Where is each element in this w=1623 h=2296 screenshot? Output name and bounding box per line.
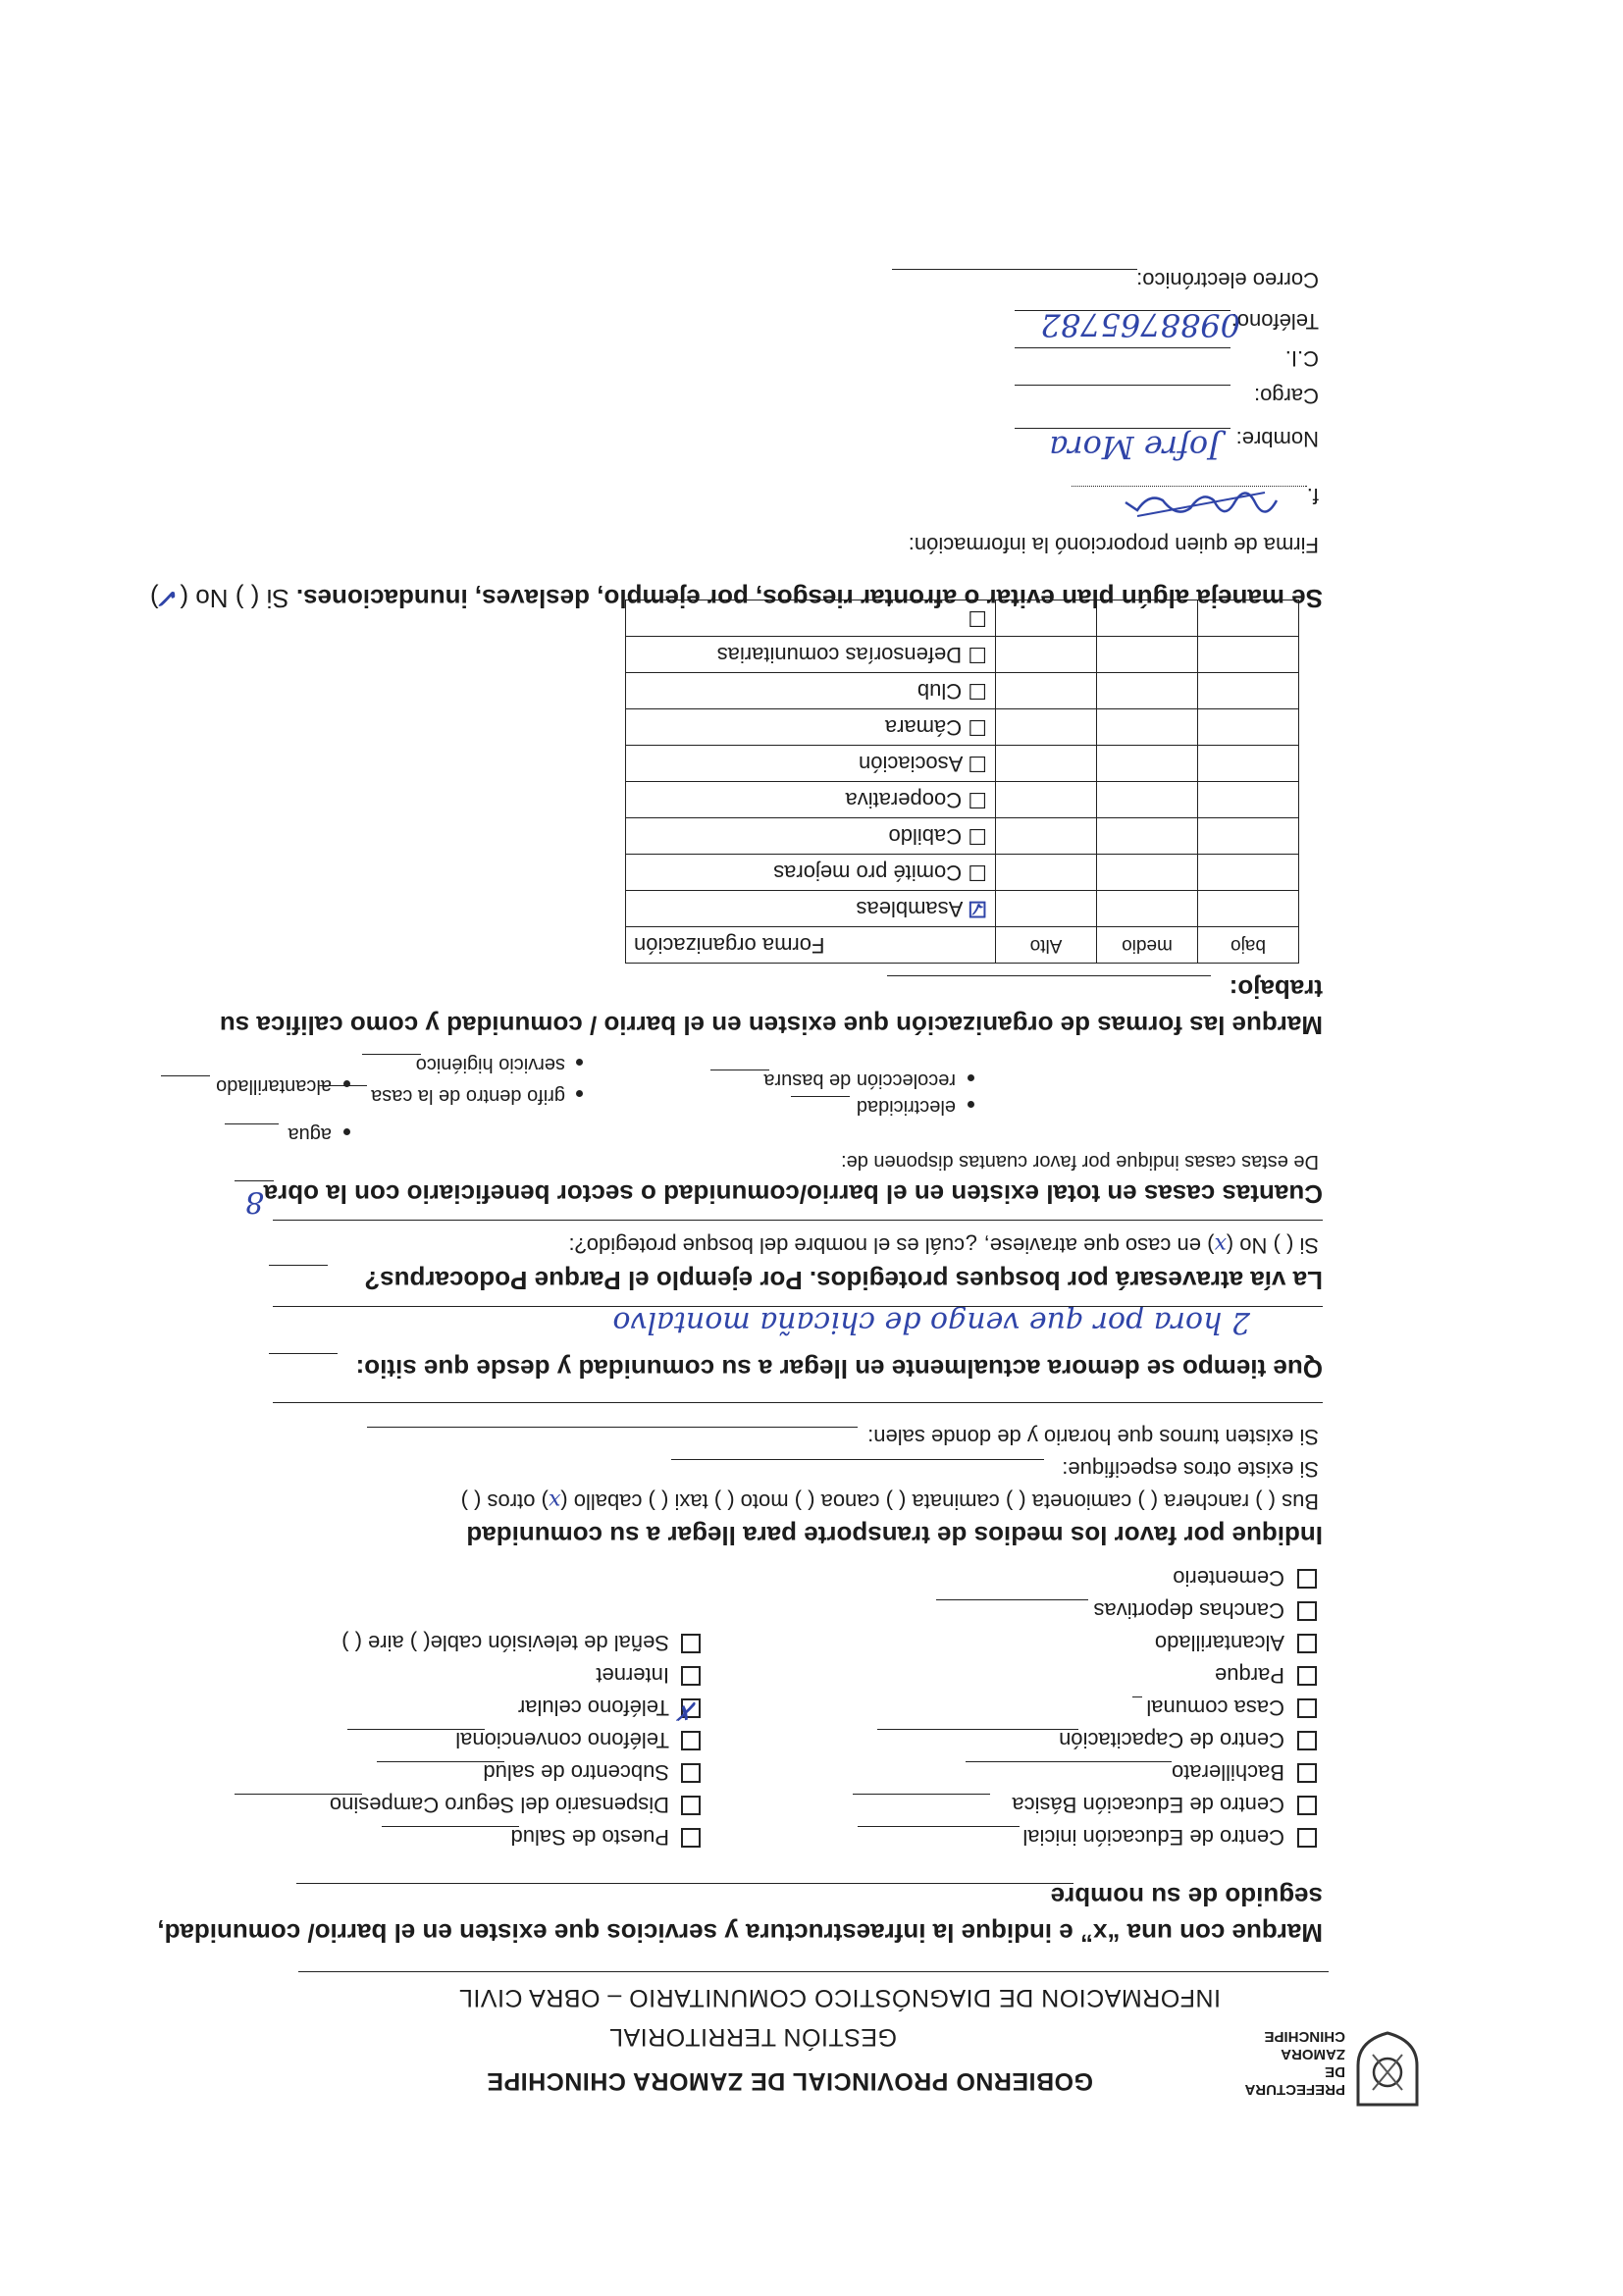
list-item: Bachillerato <box>1172 1760 1284 1785</box>
list-item: Subcentro de salud <box>483 1760 669 1785</box>
service-item: servicio higiénico <box>415 1054 565 1075</box>
houses-answer: 8 <box>244 1184 264 1219</box>
bullet <box>576 1059 583 1066</box>
ci-label: C.I. <box>1284 346 1319 371</box>
checkbox[interactable] <box>681 1763 701 1783</box>
row-label: Asociación <box>858 752 964 776</box>
houses-sub: De estas casas indique por favor cuantas disponen de: <box>841 1151 1319 1173</box>
risk-no[interactable]: No ( <box>180 584 229 613</box>
checkbox-mark: ✗ <box>677 1696 699 1725</box>
infra-question: Marque con una “x” e indique la infraestructura y servicios que existen en el barrio/ comunidad, <box>157 1918 1323 1948</box>
list-item: Cementerio <box>1173 1566 1284 1591</box>
header-forma-text: Forma organización <box>634 933 825 958</box>
checkbox[interactable] <box>1297 1666 1317 1686</box>
list-item: Dispensario del Seguro Campesino <box>329 1793 669 1817</box>
signature-prefix: f. <box>1306 484 1319 508</box>
logo-text: PREFECTURA DE ZAMORA CHINCHIPE <box>1245 2028 1345 2098</box>
row-label: Cooperativa <box>845 788 963 812</box>
list-item: Centro de Educación Básica <box>1012 1793 1284 1817</box>
checkbox[interactable] <box>1297 1698 1317 1718</box>
form-title: INFORMACION DE DIAGNÓSTICO COMUNITARIO – OBRA CIVIL <box>458 1984 1221 2011</box>
risk-no-mark: ✓ <box>158 583 181 612</box>
checkbox[interactable] <box>1297 1569 1317 1589</box>
protected-rest: ) en caso que atraviese, ¿cuál es el nombre del bosque protegido?: <box>568 1233 1215 1258</box>
row-checkbox[interactable]: ☐ <box>968 679 987 704</box>
table-row <box>626 746 1299 782</box>
travel-time-answer: 2 hora por que vengo de chicaña montalvo <box>612 1305 1250 1339</box>
bullet <box>968 1074 974 1081</box>
table-row <box>626 891 1299 927</box>
risk-close: ) <box>149 584 159 613</box>
table-row <box>626 855 1299 891</box>
row-label: Cámara <box>884 715 963 740</box>
transport-question: Indique por favor los medios de transporte para llegar a su comunidad <box>466 1521 1323 1550</box>
service-item: alcantarillado <box>216 1075 332 1097</box>
houses-question: Cuantas casas en total existen en el barrio/comunidad o sector beneficiario con la obra <box>263 1179 1323 1209</box>
header-medio: medio <box>1097 927 1198 964</box>
row-label: Club <box>916 679 963 704</box>
header-alto: Alto <box>996 927 1097 964</box>
row-checkbox[interactable]: ☐ <box>968 606 987 631</box>
protected-no-mark: x <box>1214 1232 1227 1257</box>
list-item: Alcantarillado <box>1154 1631 1284 1655</box>
organization-table <box>625 600 1299 964</box>
risk-question-text: Se maneja algún plan evitar o afrontar riesgos, por ejemplo, deslaves, inundaciones. <box>295 584 1323 613</box>
transport-otros: ) otros ( ) <box>460 1489 549 1514</box>
row-checkbox[interactable]: ☐ <box>968 643 987 667</box>
checkbox[interactable] <box>1297 1796 1317 1815</box>
protected-si[interactable]: Si ( ) <box>1273 1233 1319 1258</box>
row-label: Asambleas <box>856 897 964 921</box>
transport-options <box>461 1488 1319 1514</box>
list-item: Teléfono convencional <box>455 1728 669 1752</box>
table-row <box>626 673 1299 709</box>
header-bajo: bajo <box>1198 927 1299 964</box>
checkbox[interactable] <box>1297 1634 1317 1653</box>
header-forma <box>626 927 996 964</box>
signature-label: Firma de quien proporcionó la información: <box>908 533 1319 557</box>
table-row <box>626 637 1299 673</box>
org-question: Marque las formas de organización que existen en el barrio / comunidad y como califica su <box>219 1011 1323 1040</box>
protected-answer <box>568 1232 1319 1258</box>
org-name: GOBIERNO PROVINCIAL DE ZAMORA CHINCHIPE <box>486 2067 1093 2095</box>
list-item: Casa comunal <box>1146 1696 1284 1720</box>
correo-label: Correo electrónico: <box>1136 268 1319 292</box>
bullet <box>343 1128 350 1135</box>
bullet <box>343 1080 350 1087</box>
table-row <box>626 782 1299 818</box>
travel-time-question: Que tiempo se demora actualmente en llegar a su comunidad y desde que sitio: <box>355 1354 1323 1383</box>
row-checkbox[interactable]: ☐ <box>968 824 987 849</box>
list-item: Internet <box>596 1663 669 1688</box>
shield-emblem-icon <box>1353 2031 1422 2110</box>
nombre-label: Nombre: <box>1235 427 1319 451</box>
checkbox[interactable] <box>1297 1601 1317 1621</box>
checkbox[interactable] <box>681 1828 701 1848</box>
row-checkbox[interactable]: ☐ <box>968 861 987 885</box>
list-item: Parque <box>1215 1663 1284 1688</box>
list-item: Señal de televisión cable( ) aire ( ) <box>341 1631 669 1655</box>
org-question-cont: trabajo: <box>1229 974 1323 1004</box>
department: GESTIÓN TERRITORIAL <box>608 2023 897 2051</box>
risk-question <box>150 583 1323 613</box>
row-label: Comité pro mejoras <box>773 861 963 885</box>
checkbox[interactable] <box>1297 1731 1317 1750</box>
telefono-label: Teléfono: <box>1230 309 1319 334</box>
table-header-row <box>626 927 1299 964</box>
cargo-label: Cargo: <box>1253 384 1319 408</box>
row-label: Cabildo <box>888 824 963 849</box>
row-check-mark: ☑ <box>968 897 987 921</box>
row-label: Defensorías comunitarias <box>716 643 963 667</box>
table-row <box>626 818 1299 855</box>
telefono-value: 0988765782 <box>1040 306 1240 343</box>
row-checkbox[interactable]: ☐ <box>968 788 987 812</box>
checkbox[interactable] <box>1297 1763 1317 1783</box>
infra-question-cont: seguido de su nombre <box>1050 1882 1323 1911</box>
table-row <box>626 709 1299 746</box>
service-item: grifo dentro de la casa <box>371 1085 565 1107</box>
protected-no[interactable]: No ( <box>1226 1233 1268 1258</box>
checkbox[interactable] <box>681 1634 701 1653</box>
transport-schedule: Si existen turnos que horario y de donde salen: <box>867 1425 1319 1449</box>
row-checkbox[interactable]: ☐ <box>968 715 987 740</box>
checkbox[interactable] <box>681 1666 701 1686</box>
list-item: Centro de Educación inicial <box>1022 1825 1284 1850</box>
row-checkbox[interactable]: ☐ <box>968 752 987 776</box>
risk-si[interactable]: Si ( ) <box>235 584 289 613</box>
bullet <box>576 1090 583 1097</box>
list-item: Teléfono celular <box>517 1696 669 1720</box>
protected-question: La vía atravesará por bosques protegidos. Por ejemplo el Parque Podocarpus? <box>364 1266 1323 1295</box>
bullet <box>968 1101 974 1108</box>
logo <box>1245 2021 1422 2119</box>
caballo-mark: x <box>548 1488 561 1513</box>
handwritten-signature <box>1118 481 1284 530</box>
checkbox[interactable] <box>1297 1828 1317 1848</box>
list-item: Canchas deportivas <box>1093 1598 1284 1623</box>
transport-other: Si existe otros especifique: <box>1062 1457 1319 1482</box>
transport-options-text: Bus ( ) ranchera ( ) camioneta ( ) caminata ( ) canoa ( ) moto ( ) taxi ( ) caballo ( <box>560 1489 1319 1514</box>
service-item: recolección de basura <box>763 1070 956 1091</box>
service-item: electricidad <box>856 1096 956 1118</box>
checkbox[interactable] <box>681 1731 701 1750</box>
list-item: Centro de Capacitación <box>1059 1728 1284 1752</box>
nombre-value: Jofre Mora <box>1049 429 1221 466</box>
service-item: agua <box>288 1123 332 1145</box>
checkbox[interactable] <box>681 1796 701 1815</box>
list-item: Puesto de Salud <box>510 1825 669 1850</box>
